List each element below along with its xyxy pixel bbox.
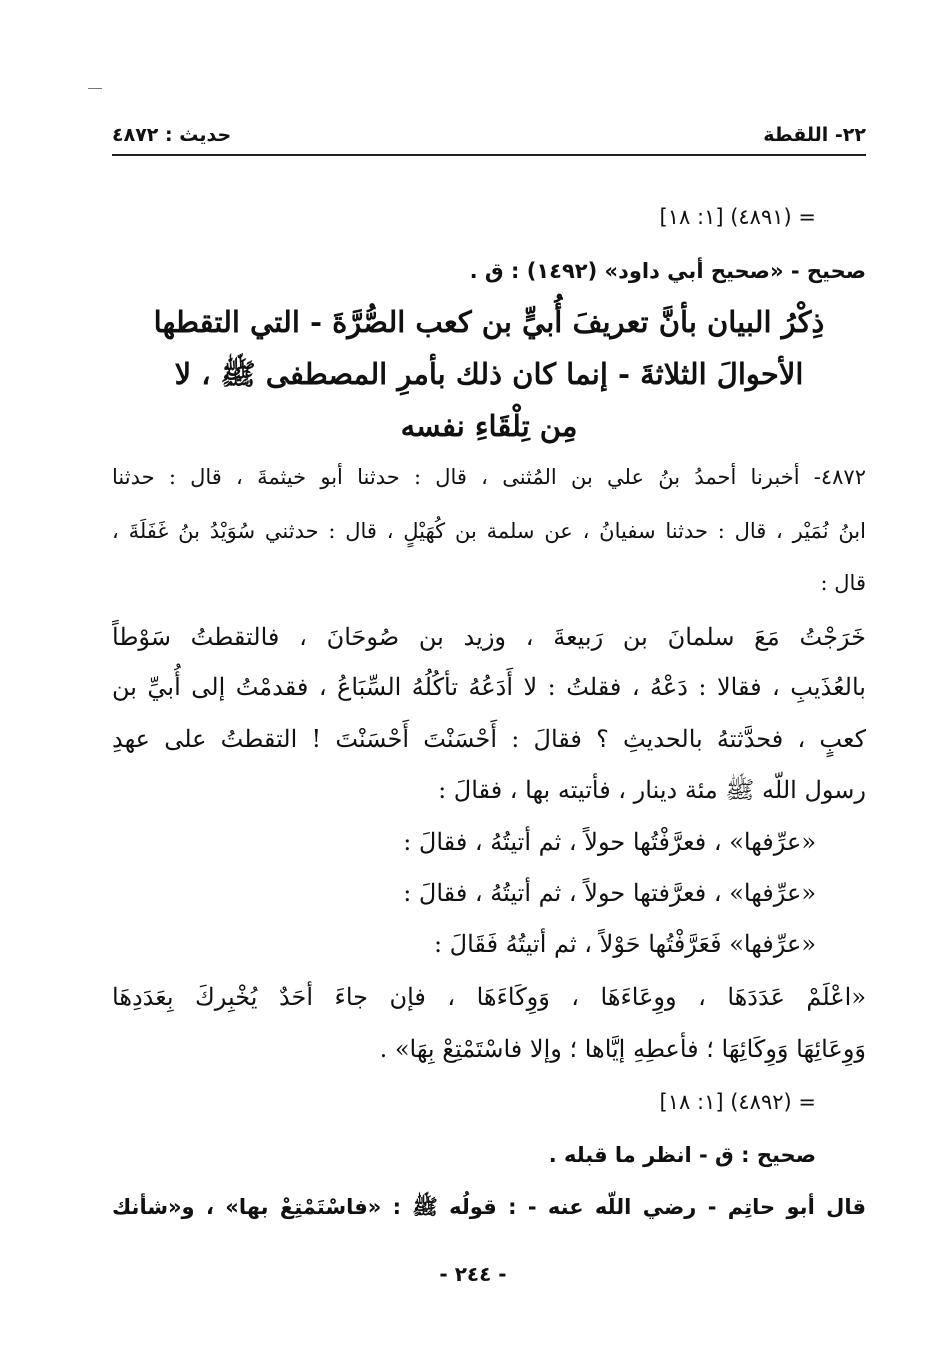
commentary-line: قال أبو حاتِم - رضي اللّه عنه - : قولُه ﷺ : «فاسْتَمْتِعْ بها» ، و«شأنك — [112, 1195, 866, 1219]
isnad-line-1: ٤٨٧٢- أخبرنا أحمدُ بنُ علي بن المُثنى ، قال : حدثنا أبو خيثمةَ ، قال : حدثنا — [112, 465, 866, 489]
isnad-line-3: قال : — [820, 571, 866, 595]
header-divider — [112, 154, 866, 156]
chapter-name: ٢٢- اللقطة — [763, 124, 866, 146]
grading-1: صحيح - «صحيح أبي داود» (١٤٩٢) : ق . — [469, 259, 866, 283]
page-number: - ٢٤٤ - — [439, 1262, 507, 1286]
scan-mark — [88, 88, 102, 89]
matn-line-5: «عرِّفها» ، فعرَّفْتُها حولاً ، ثم أتيتُهُ ، فقالَ : — [403, 828, 816, 856]
page-header — [112, 115, 866, 155]
matn-line-1: خَرَجْتُ مَعَ سلمانَ بن رَبيعةَ ، وزيد بن صُوحَانَ ، فالتقطتُ سَوْطاً — [112, 623, 866, 651]
isnad-line-2: ابنُ نُمَيْر ، قال : حدثنا سفيانُ ، عن سلمة بن كُهَيْلٍ ، قال : حدثني سُوَيْدُ بنُ غَفَلَةَ ، — [112, 519, 866, 543]
chapter-title-line-1: ذِكْرُ البيان بأنَّ تعريفَ أُبيٍّ بن كعب الصُّرَّةَ - التي التقطها — [153, 305, 825, 339]
chapter-title-line-2: الأحوالَ الثلاثةَ - إنما كان ذلك بأمرِ المصطفى ﷺ ، لا — [174, 357, 804, 391]
matn-line-4: رسول اللّه ﷺ مئة دينار ، فأتيته بها ، فقالَ : — [438, 776, 866, 804]
hadith-reference: حديث : ٤٨٧٢ — [112, 124, 232, 146]
cross-reference-1: = (٤٨٩١) [١: ١٨] — [659, 205, 816, 229]
cross-reference-2: = (٤٨٩٢) [١: ١٨] — [659, 1090, 816, 1114]
matn-line-7: «عرِّفها» فَعَرَّفْتُها حَوْلاً ، ثم أتيتُهُ فَقَالَ : — [433, 930, 816, 958]
chapter-title-line-3: مِن تِلْقَاءِ نفسه — [400, 409, 578, 443]
matn-line-3: كعبٍ ، فحدَّثتهُ بالحديثِ ؟ فقالَ : أَحْسَنْتَ أَحْسَنْتَ ! التقطتُ على عهدِ — [112, 725, 866, 753]
matn-line-9: وَوِعَائِهَا وَوِكَائِهَا ؛ فأعطِهِ إيَّاها ؛ وإلا فاسْتَمْتِعْ بِهَا» . — [379, 1035, 866, 1063]
matn-line-6: «عرِّفها» ، فعرَّفتها حولاً ، ثم أتيتُهُ ، فقالَ : — [403, 879, 816, 907]
matn-line-2: بالعُذَيبِ ، فقالا : دَعْهُ ، فقلتُ : لا أَدَعُهُ تأكُلُهُ السِّبَاعُ ، فقدمْتُ إلى أُبيِّ بن — [112, 673, 866, 701]
grading-2: صحيح : ق - انظر ما قبله . — [548, 1143, 816, 1167]
matn-line-8: «اعْلَمْ عَدَدَهَا ، ووِعَاءَهَا ، وَوِكَاءَهَا ، فإن جاءَ أحَدٌ يُخْبِركَ بِعَدَدِهَا — [112, 983, 867, 1011]
